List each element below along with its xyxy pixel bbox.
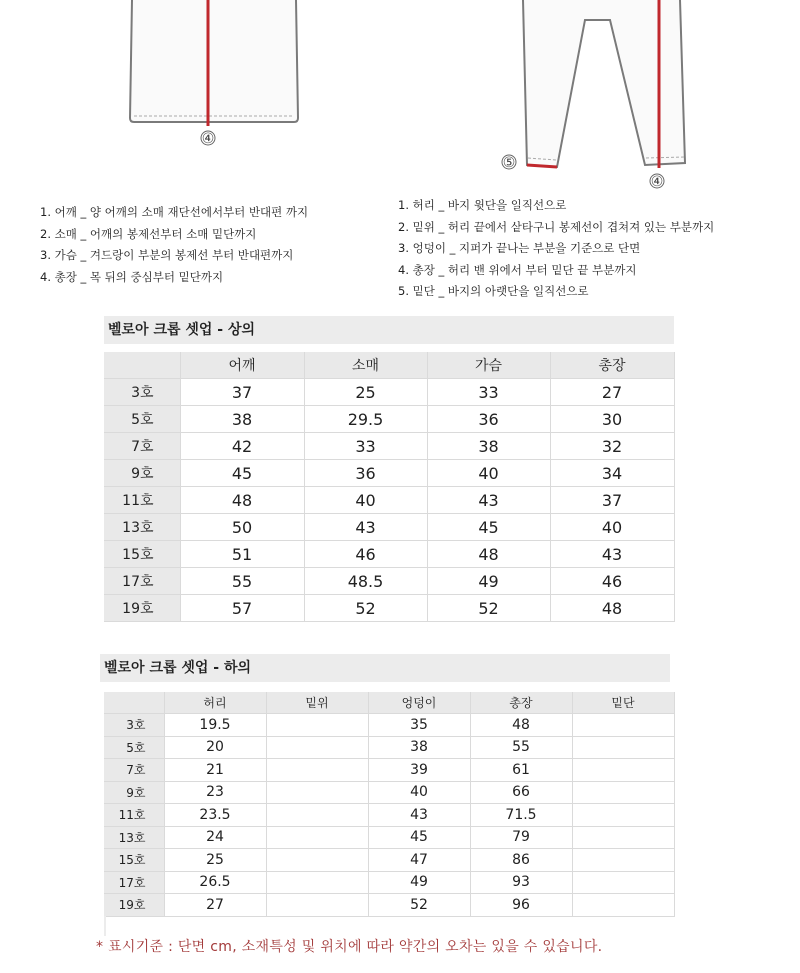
value-cell: 48 bbox=[470, 714, 572, 737]
size-label-cell: 19호 bbox=[104, 894, 164, 917]
bottom-note: 4. 총장 _ 허리 밴 위에서 부터 밑단 끝 부분까지 bbox=[398, 262, 637, 277]
table-row bbox=[104, 736, 674, 759]
value-cell: 19.5 bbox=[164, 714, 266, 737]
value-cell: 55 bbox=[470, 736, 572, 759]
bottom-measurement-notes bbox=[398, 195, 714, 303]
header-cell bbox=[104, 352, 180, 379]
size-label-cell: 7호 bbox=[104, 759, 164, 782]
bottom-garment-illustration bbox=[495, 0, 695, 195]
value-cell: 36 bbox=[427, 406, 550, 433]
value-cell: 27 bbox=[550, 379, 674, 406]
value-cell: 79 bbox=[470, 826, 572, 849]
table-row bbox=[104, 433, 674, 460]
value-cell bbox=[572, 804, 674, 827]
value-cell bbox=[266, 804, 368, 827]
value-cell: 35 bbox=[368, 714, 470, 737]
value-cell: 71.5 bbox=[470, 804, 572, 827]
size-label-cell: 15호 bbox=[104, 541, 180, 568]
hem-measure-line bbox=[527, 165, 557, 167]
header-cell: 허리 bbox=[164, 692, 266, 714]
value-cell bbox=[266, 759, 368, 782]
size-label-cell: 11호 bbox=[104, 487, 180, 514]
table-row bbox=[104, 826, 674, 849]
value-cell: 49 bbox=[368, 871, 470, 894]
value-cell: 23.5 bbox=[164, 804, 266, 827]
top-size-table bbox=[104, 352, 675, 622]
value-cell: 48 bbox=[180, 487, 304, 514]
value-cell: 86 bbox=[470, 849, 572, 872]
size-label-cell: 17호 bbox=[104, 871, 164, 894]
table-row bbox=[104, 514, 674, 541]
value-cell bbox=[572, 826, 674, 849]
size-label-cell: 9호 bbox=[104, 460, 180, 487]
size-label-cell: 7호 bbox=[104, 433, 180, 460]
value-cell: 34 bbox=[550, 460, 674, 487]
value-cell: 43 bbox=[427, 487, 550, 514]
value-cell: 27 bbox=[164, 894, 266, 917]
table-edge-strip bbox=[104, 916, 106, 936]
value-cell bbox=[266, 894, 368, 917]
value-cell: 39 bbox=[368, 759, 470, 782]
table-header-row bbox=[104, 352, 674, 379]
table-row bbox=[104, 460, 674, 487]
value-cell bbox=[266, 714, 368, 737]
table-header-row bbox=[104, 692, 674, 714]
value-cell: 47 bbox=[368, 849, 470, 872]
value-cell bbox=[572, 714, 674, 737]
table-row bbox=[104, 714, 674, 737]
value-cell: 45 bbox=[180, 460, 304, 487]
value-cell bbox=[572, 736, 674, 759]
bottom-note: 1. 허리 _ 바지 윗단을 일직선으로 bbox=[398, 198, 567, 212]
value-cell: 37 bbox=[180, 379, 304, 406]
table-row bbox=[104, 849, 674, 872]
top-marker-4: ④ bbox=[201, 131, 215, 147]
table-row bbox=[104, 804, 674, 827]
value-cell: 42 bbox=[180, 433, 304, 460]
value-cell: 21 bbox=[164, 759, 266, 782]
value-cell: 25 bbox=[304, 379, 427, 406]
value-cell bbox=[572, 781, 674, 804]
value-cell: 66 bbox=[470, 781, 572, 804]
value-cell bbox=[266, 871, 368, 894]
size-label-cell: 3호 bbox=[104, 379, 180, 406]
value-cell: 36 bbox=[304, 460, 427, 487]
bottom-marker-4: ④ bbox=[650, 174, 664, 190]
top-note: 1. 어깨 _ 양 어깨의 소매 재단선에서부터 반대편 까지 bbox=[40, 205, 309, 219]
value-cell: 45 bbox=[427, 514, 550, 541]
value-cell: 50 bbox=[180, 514, 304, 541]
top-measurement-notes bbox=[40, 202, 308, 288]
value-cell: 40 bbox=[550, 514, 674, 541]
size-label-cell: 13호 bbox=[104, 514, 180, 541]
bottom-size-title: 벨로아 크롭 셋업 - 하의 bbox=[100, 654, 670, 682]
bottom-note: 5. 밑단 _ 바지의 아랫단을 일직선으로 bbox=[398, 284, 589, 298]
value-cell: 49 bbox=[427, 568, 550, 595]
value-cell bbox=[266, 736, 368, 759]
value-cell: 32 bbox=[550, 433, 674, 460]
header-cell: 총장 bbox=[470, 692, 572, 714]
top-note: 4. 총장 _ 목 뒤의 중심부터 밑단까지 bbox=[40, 269, 224, 284]
value-cell: 46 bbox=[550, 568, 674, 595]
value-cell: 30 bbox=[550, 406, 674, 433]
value-cell: 29.5 bbox=[304, 406, 427, 433]
value-cell bbox=[572, 894, 674, 917]
value-cell: 93 bbox=[470, 871, 572, 894]
size-label-cell: 11호 bbox=[104, 804, 164, 827]
value-cell: 33 bbox=[427, 379, 550, 406]
value-cell: 51 bbox=[180, 541, 304, 568]
top-note: 3. 가슴 _ 겨드랑이 부분의 봉제선 부터 반대편까지 bbox=[40, 248, 294, 262]
value-cell: 52 bbox=[304, 595, 427, 622]
value-cell: 40 bbox=[427, 460, 550, 487]
header-cell: 가슴 bbox=[427, 352, 550, 379]
table-row bbox=[104, 871, 674, 894]
value-cell: 20 bbox=[164, 736, 266, 759]
header-cell bbox=[104, 692, 164, 714]
measurement-notice: * 표시기준 : 단면 cm, 소재특성 및 위치에 따라 약간의 오차는 있을 수 있습니다. bbox=[96, 939, 603, 955]
value-cell: 52 bbox=[368, 894, 470, 917]
value-cell: 43 bbox=[550, 541, 674, 568]
value-cell: 61 bbox=[470, 759, 572, 782]
header-cell: 밑단 bbox=[572, 692, 674, 714]
bottom-note: 2. 밑위 _ 허리 끝에서 샅타구니 봉제선이 겹쳐져 있는 부분까지 bbox=[398, 219, 715, 234]
size-label-cell: 5호 bbox=[104, 406, 180, 433]
size-label-cell: 19호 bbox=[104, 595, 180, 622]
value-cell: 43 bbox=[304, 514, 427, 541]
value-cell: 38 bbox=[427, 433, 550, 460]
value-cell bbox=[572, 871, 674, 894]
value-cell: 38 bbox=[180, 406, 304, 433]
value-cell: 52 bbox=[427, 595, 550, 622]
size-label-cell: 13호 bbox=[104, 826, 164, 849]
table-row bbox=[104, 568, 674, 595]
header-cell: 총장 bbox=[550, 352, 674, 379]
table-row bbox=[104, 595, 674, 622]
size-label-cell: 17호 bbox=[104, 568, 180, 595]
bottom-size-table bbox=[104, 692, 675, 917]
table-row bbox=[104, 759, 674, 782]
top-garment-illustration bbox=[120, 0, 320, 160]
value-cell: 40 bbox=[304, 487, 427, 514]
value-cell: 43 bbox=[368, 804, 470, 827]
table-row bbox=[104, 487, 674, 514]
value-cell: 37 bbox=[550, 487, 674, 514]
size-label-cell: 15호 bbox=[104, 849, 164, 872]
value-cell: 23 bbox=[164, 781, 266, 804]
value-cell: 57 bbox=[180, 595, 304, 622]
value-cell: 55 bbox=[180, 568, 304, 595]
value-cell: 48 bbox=[550, 595, 674, 622]
size-label-cell: 9호 bbox=[104, 781, 164, 804]
value-cell: 26.5 bbox=[164, 871, 266, 894]
value-cell bbox=[266, 781, 368, 804]
value-cell: 24 bbox=[164, 826, 266, 849]
size-label-cell: 5호 bbox=[104, 736, 164, 759]
value-cell: 25 bbox=[164, 849, 266, 872]
table-row bbox=[104, 541, 674, 568]
header-cell: 소매 bbox=[304, 352, 427, 379]
bottom-marker-5: ⑤ bbox=[502, 155, 516, 171]
top-size-title: 벨로아 크롭 셋업 - 상의 bbox=[104, 316, 674, 344]
value-cell: 46 bbox=[304, 541, 427, 568]
value-cell: 45 bbox=[368, 826, 470, 849]
value-cell: 48 bbox=[427, 541, 550, 568]
top-note: 2. 소매 _ 어깨의 봉제선부터 소매 밑단까지 bbox=[40, 226, 257, 241]
table-row bbox=[104, 406, 674, 433]
value-cell: 40 bbox=[368, 781, 470, 804]
size-label-cell: 3호 bbox=[104, 714, 164, 737]
value-cell: 38 bbox=[368, 736, 470, 759]
bottom-note: 3. 엉덩이 _ 지퍼가 끝나는 부분을 기준으로 단면 bbox=[398, 241, 641, 255]
value-cell: 48.5 bbox=[304, 568, 427, 595]
table-row bbox=[104, 379, 674, 406]
header-cell: 밑위 bbox=[266, 692, 368, 714]
table-row bbox=[104, 781, 674, 804]
header-cell: 어깨 bbox=[180, 352, 304, 379]
value-cell: 96 bbox=[470, 894, 572, 917]
value-cell bbox=[572, 759, 674, 782]
value-cell bbox=[266, 826, 368, 849]
header-cell: 엉덩이 bbox=[368, 692, 470, 714]
value-cell: 33 bbox=[304, 433, 427, 460]
table-row bbox=[104, 894, 674, 917]
value-cell bbox=[266, 849, 368, 872]
value-cell bbox=[572, 849, 674, 872]
